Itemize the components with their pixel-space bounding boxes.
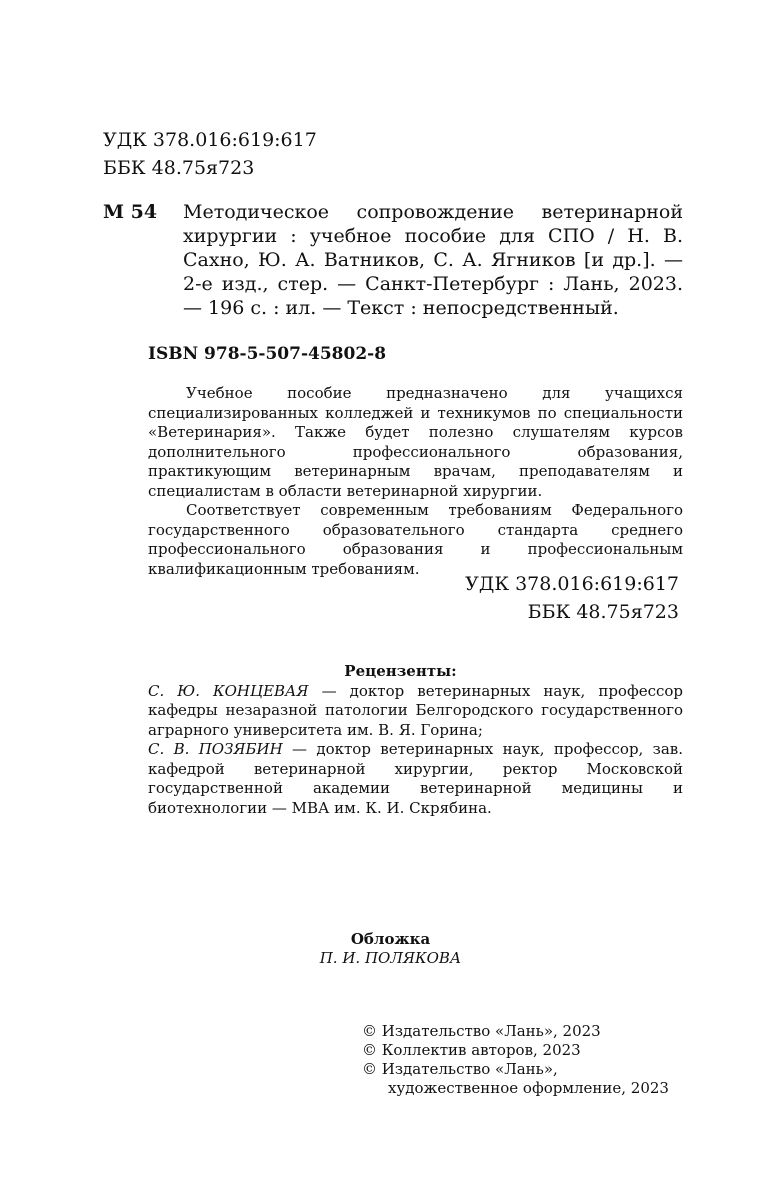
reviewers-block (148, 662, 683, 818)
copyright-line: © Издательство «Лань», (362, 1060, 558, 1078)
cover-credit (148, 930, 683, 968)
reviewer-entry (148, 740, 683, 818)
reviewers-heading: Рецензенты: (344, 662, 457, 680)
copyright-line: © Издательство «Лань», 2023 (362, 1022, 601, 1040)
reviewer-entry (148, 682, 683, 741)
copyright-block (362, 1022, 669, 1098)
copyright-line: художественное оформление, 2023 (388, 1079, 669, 1097)
bbk-code-bottom: ББК 48.75я723 (527, 601, 679, 623)
annotation-paragraph: Учебное пособие предназначено для учащихся специализированных колледжей и техникумов по специальности «Ветеринария». Также будет полезно слушателям курсов дополнительного профессионального образования, практикующим ветеринарным врачам, преподавателям и специалистам в области ветеринарной хирургии. (148, 384, 683, 500)
bibliographic-record: Методическое сопровождение ветеринарной хирургии : учебное пособие для СПО / Н. В. Сахно, Ю. А. Ватников, С. А. Ягников [и др.]. — 2-е изд., стер. — Санкт-Петербург : Лань, 2023. — 196 с. : ил. — Текст : непосредственный. (183, 201, 683, 319)
annotation-paragraph: Соответствует современным требованиям Федерального государственного образовательного стандарта среднего профессионального образования и профессиональным квалификационным требованиям. (148, 501, 683, 578)
reviewer-description: — доктор ветеринарных наук, профессор кафедры незаразной патологии Белгородского государственного аграрного университета им. В. Я. Горина; (148, 681, 684, 739)
bbk-code-top: ББК 48.75я723 (103, 157, 255, 179)
annotation (148, 384, 683, 579)
reviewer-description: — доктор ветеринарных наук, профессор, зав. кафедрой ветеринарной хирургии, ректор Московской государственной академии ветеринарной медицины и биотехнологии — МВА им. К. И. Скрябина. (148, 740, 683, 817)
copyright-line: © Коллектив авторов, 2023 (362, 1041, 581, 1059)
udk-bbk-bottom (465, 570, 679, 626)
author-mark: М 54 (103, 201, 158, 223)
cover-designer: П. И. ПОЛЯКОВА (319, 949, 462, 967)
reviewer-name: С. В. ПОЗЯБИН (148, 740, 283, 758)
reviewer-name: С. Ю. КОНЦЕВАЯ (148, 681, 309, 700)
cover-label: Обложка (350, 930, 431, 948)
udk-bbk-top (103, 126, 317, 182)
udk-code-bottom: УДК 378.016:619:617 (465, 573, 679, 595)
udk-code-top: УДК 378.016:619:617 (103, 129, 317, 151)
isbn: ISBN 978-5-507-45802-8 (148, 344, 387, 364)
